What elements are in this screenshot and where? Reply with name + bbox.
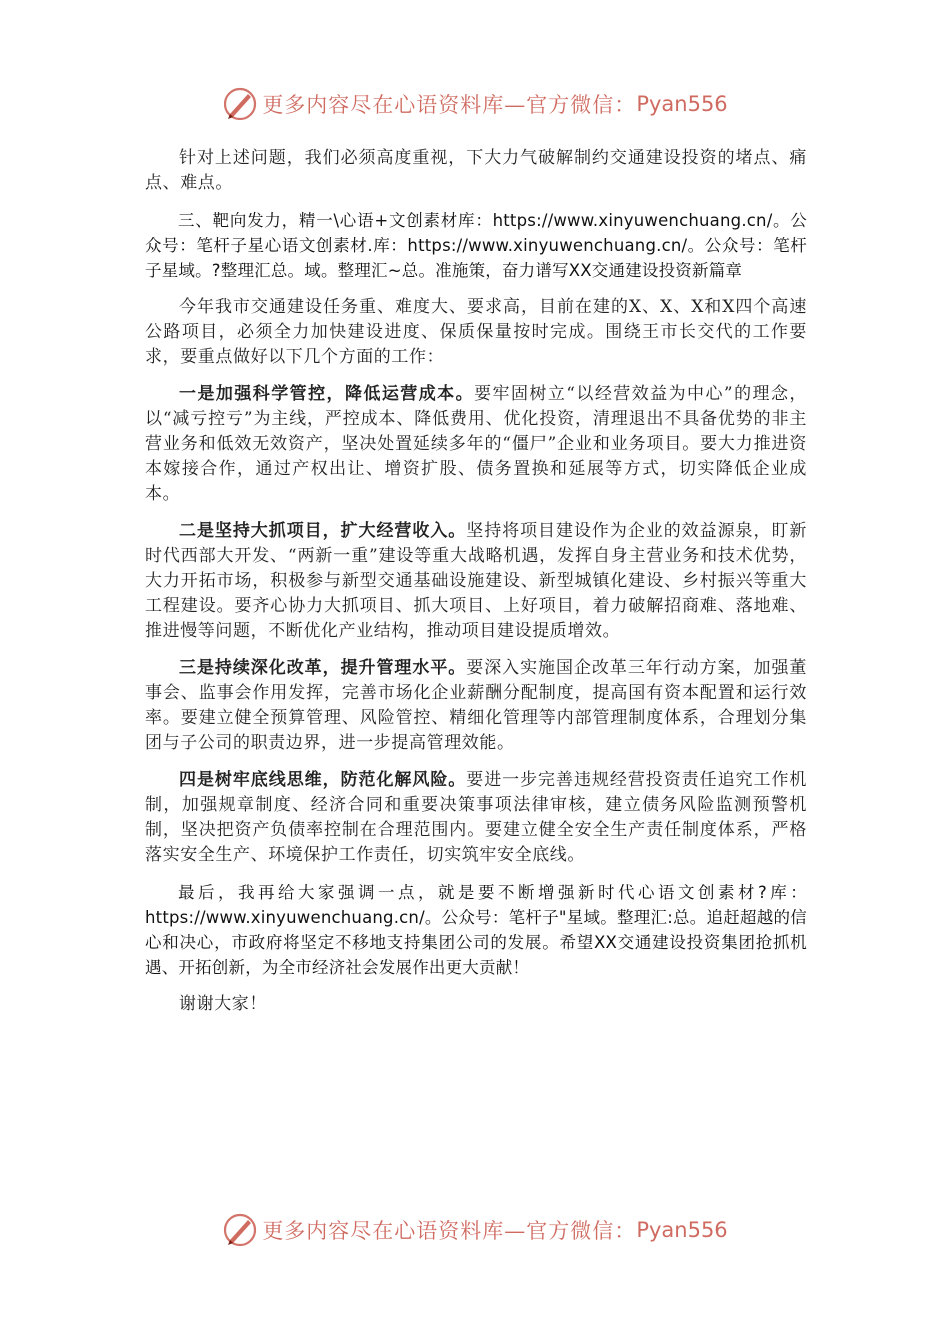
point-2-lead: 二是坚持大抓项目，扩大经营收入。 <box>179 521 467 541</box>
watermark-id: Pyan556 <box>636 92 728 116</box>
section-heading-3: 三、靶向发力，精一\心语+文创素材库：https://www.xinyuwenchuang.cn/。公众号：笔杆子星心语文创素材.库：https://www.xinyuwenchuang.cn/。公众号：笔杆子星域。?整理汇总。域。整理汇~总。准施策，奋力谱写XX交通建设投资新篇章 <box>145 211 807 280</box>
point-3-body: 要深入实施国企改革三年行动方案，加强董事会、监事会作用发挥，完善市场化企业薪酬分配制度，提高国有资本配置和运行效率。要建立健全预算管理、风险管控、精细化管理等内部管理制度体系，合理划分集团与子公司的职责边界，进一步提高管理效能。 <box>145 658 807 753</box>
point-4-body: 要进一步完善违规经营投资责任追究工作机制，加强规章制度、经济合同和重要决策事项法律审核，建立债务风险监测预警机制，坚决把资产负债率控制在合理范围内。要建立健全安全生产责任制度体系，严格落实安全生产、环境保护工作责任，切实筑牢安全底线。 <box>145 770 807 865</box>
paragraph-thanks: 谢谢大家！ <box>179 994 267 1014</box>
paragraph-tasks-intro: 今年我市交通建设任务重、难度大、要求高，目前在建的X、X、X和X四个高速公路项目，必须全力加快建设进度、保质保量按时完成。围绕王市长交代的工作要求，要重点做好以下几个方面的工作： <box>145 297 807 367</box>
watermark-id: Pyan556 <box>636 1218 728 1242</box>
point-4-lead: 四是树牢底线思维，防范化解风险。 <box>179 770 467 790</box>
watermark-text: 更多内容尽在心语资料库—官方微信： <box>262 93 637 117</box>
watermark-banner-bottom <box>0 1210 950 1250</box>
paragraph-point-4 <box>145 768 807 868</box>
pen-logo-icon <box>222 86 258 122</box>
document-body <box>145 146 807 1029</box>
watermark-text: 更多内容尽在心语资料库—官方微信： <box>262 1219 637 1243</box>
point-1-lead: 一是加强科学管控，降低运营成本。 <box>179 384 475 404</box>
point-3-lead: 三是持续深化改革，提升管理水平。 <box>179 658 467 678</box>
paragraph-closing: 最后，我再给大家强调一点，就是要不断增强新时代心语文创素材?库：https://www.xinyuwenchuang.cn/。公众号：笔杆子"星域。整理汇:总。追赶超越的信心和决心，市政府将坚定不移地支持集团公司的发展。希望XX交通建设投资集团抢抓机遇、开拓创新，为全市经济社会发展作出更大贡献！ <box>145 883 807 977</box>
point-1-body: 要牢固树立“以经营效益为中心”的理念，以“减亏控亏”为主线，严控成本、降低费用、优化投资，清理退出不具备优势的非主营业务和低效无效资产，坚决处置延续多年的“僵尸”企业和业务项目。要大力推进资本嫁接合作，通过产权出让、增资扩股、债务置换和延展等方式，切实降低企业成本。 <box>145 384 807 504</box>
watermark-banner-top <box>0 84 950 124</box>
paragraph-point-3 <box>145 656 807 756</box>
point-2-body: 坚持将项目建设作为企业的效益源泉，盯新时代西部大开发、“两新一重”建设等重大战略机遇，发挥自身主营业务和技术优势，大力开拓市场，积极参与新型交通基础设施建设、新型城镇化建设、乡村振兴等重大工程建设。要齐心协力大抓项目、抓大项目、上好项目，着力破解招商难、落地难、推进慢等问题，不断优化产业结构，推动项目建设提质增效。 <box>145 521 807 641</box>
pen-logo-icon <box>222 1212 258 1248</box>
paragraph-problem-summary: 针对上述问题，我们必须高度重视，下大力气破解制约交通建设投资的堵点、痛点、难点。 <box>145 148 807 193</box>
paragraph-point-1 <box>145 382 807 507</box>
paragraph-point-2 <box>145 519 807 644</box>
